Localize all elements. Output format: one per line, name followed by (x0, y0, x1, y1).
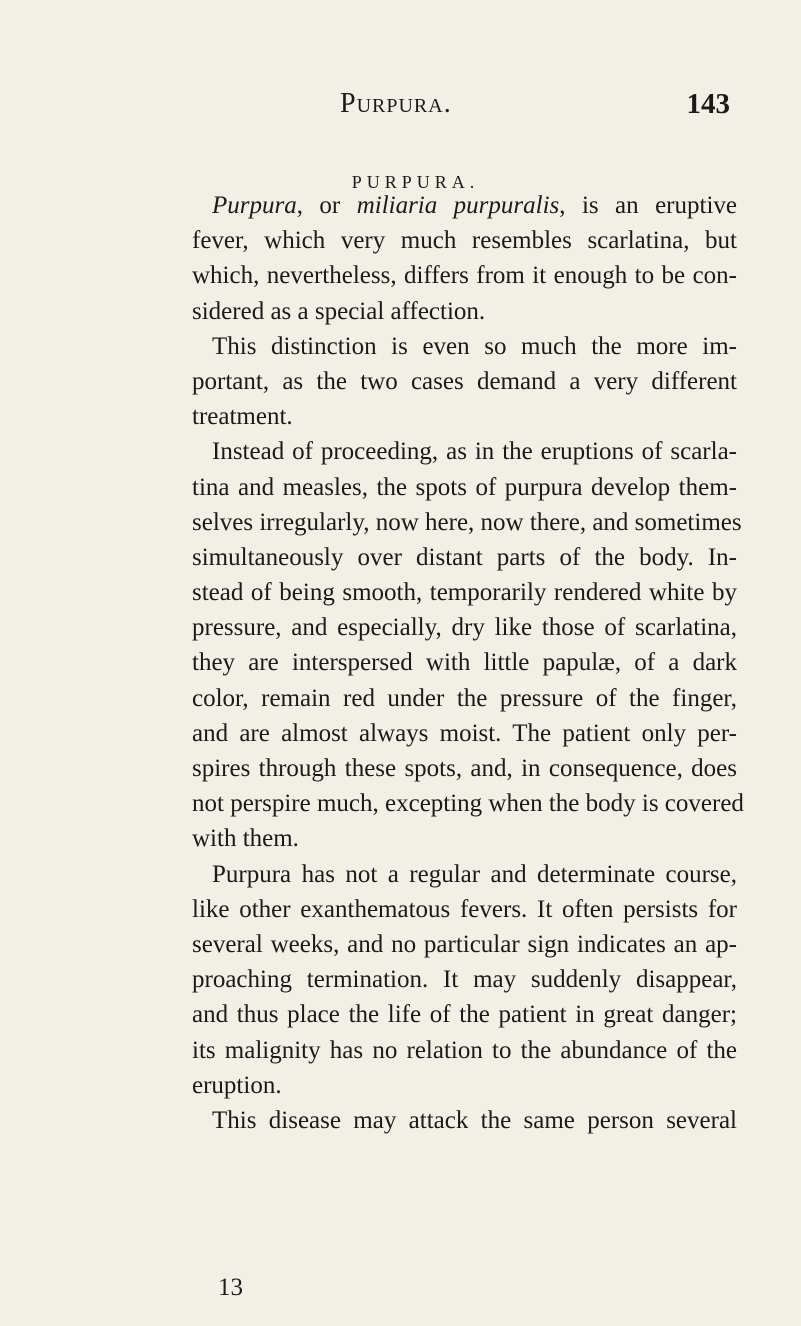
text-line (192, 786, 744, 821)
text-run: pressure, and especially, dry like those of scarlatina, (192, 614, 737, 642)
text-line (192, 716, 737, 751)
text-run: several weeks, and no particular sign indicates an ap- (192, 930, 737, 958)
text-line (192, 575, 737, 610)
section-heading: PURPURA. (351, 172, 480, 192)
paragraph (192, 188, 737, 329)
text-line (192, 399, 737, 434)
text-line (192, 188, 737, 223)
signature-mark: 13 (218, 1274, 243, 1301)
text-run: they are interspersed with little papulæ, of a dark (192, 649, 737, 677)
text-run: , is an eruptive (559, 192, 737, 219)
text-run: stead of being smooth, temporarily rendered white by (192, 579, 737, 607)
text-line (192, 1068, 737, 1103)
paragraph (192, 434, 744, 856)
text-run: simultaneously over distant parts of the body. In- (192, 543, 737, 571)
text-line (192, 294, 737, 329)
paragraph (192, 857, 737, 1103)
page-number: 143 (686, 88, 730, 120)
text-run: Purpura has not a regular and determinate course, (212, 860, 737, 888)
text-run: This distinction is even so much the more im- (212, 332, 737, 360)
text-run: treatment. (192, 403, 293, 431)
text-run: and thus place the life of the patient in great danger; (192, 1001, 737, 1029)
italic-term: miliaria purpuralis (356, 192, 560, 219)
text-line (192, 645, 737, 680)
italic-term: Purpura (212, 192, 297, 219)
text-line (192, 540, 737, 575)
text-line (192, 857, 737, 892)
text-run: Instead of proceeding, as in the eruptions of scarla- (212, 438, 737, 466)
text-run: sidered as a special affection. (192, 297, 486, 325)
text-run: portant, as the two cases demand a very different (192, 367, 737, 395)
text-line (192, 223, 737, 258)
text-run: its malignity has no relation to the abundance of the (192, 1036, 737, 1064)
text-run: tina and measles, the spots of purpura develop them- (192, 473, 737, 501)
text-run: selves irregularly, now here, now there, and sometimes (192, 508, 742, 536)
text-line (192, 364, 737, 399)
text-line (192, 329, 737, 364)
text-run: This disease may attack the same person several (212, 1106, 737, 1134)
text-line (192, 505, 742, 540)
text-line (192, 927, 737, 962)
text-run: and are almost always moist. The patient only per- (192, 719, 737, 747)
text-line (192, 1103, 737, 1138)
text-run: spires through these spots, and, in consequence, does (192, 755, 737, 782)
text-run: color, remain red under the pressure of the finger, (192, 684, 737, 712)
text-line (192, 434, 737, 469)
text-line (192, 751, 737, 786)
text-run: fever, which very much resembles scarlatina, but (192, 227, 737, 255)
text-run: proaching termination. It may suddenly disappear, (192, 966, 737, 994)
text-line (192, 1033, 737, 1068)
text-line (192, 821, 737, 856)
text-line (192, 258, 737, 293)
body-text (192, 188, 744, 1138)
running-title: Purpura. (340, 88, 452, 119)
text-run: , or (296, 192, 357, 219)
text-line (192, 610, 737, 645)
text-run: with them. (192, 825, 299, 853)
paragraph (192, 1103, 737, 1138)
text-run: like other exanthematous fevers. It often persists for (192, 895, 737, 923)
text-run: which, nevertheless, differs from it enough to be con- (192, 262, 737, 290)
text-run: not perspire much, excepting when the body is covered (192, 790, 744, 818)
text-run: eruption. (192, 1071, 282, 1099)
text-line (192, 892, 737, 927)
text-line (192, 962, 737, 997)
text-line (192, 997, 737, 1032)
paragraph (192, 329, 737, 435)
text-line (192, 470, 737, 505)
running-head (300, 88, 730, 128)
text-line (192, 681, 737, 716)
